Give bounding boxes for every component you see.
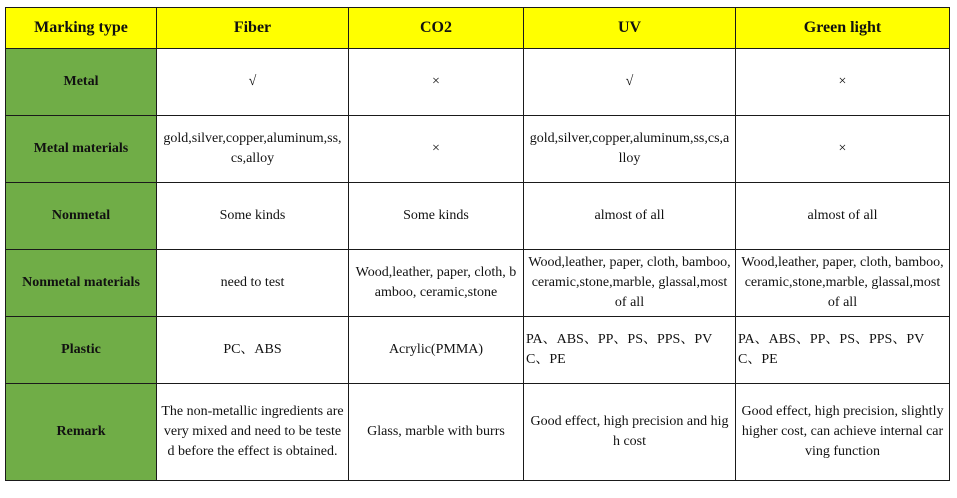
table-cell: √: [524, 49, 736, 116]
table-cell: ×: [736, 49, 950, 116]
row-label: Metal materials: [6, 116, 157, 183]
table-cell: almost of all: [736, 183, 950, 250]
table-cell: Wood,leather, paper, cloth, bamboo, ceramic,stone: [349, 250, 524, 317]
table-cell: Good effect, high precision and high cost: [524, 384, 736, 481]
table-cell: Good effect, high precision, slightly higher cost, can achieve internal carving function: [736, 384, 950, 481]
row-label: Nonmetal: [6, 183, 157, 250]
table-cell: PA、ABS、PP、PS、PPS、PVC、PE: [524, 317, 736, 384]
row-label: Metal: [6, 49, 157, 116]
row-label: Remark: [6, 384, 157, 481]
header-cell-marking-type: Marking type: [6, 8, 157, 49]
table-row-metal-materials: [6, 116, 950, 183]
table-cell: The non-metallic ingredients are very mixed and need to be tested before the effect is obtained.: [157, 384, 349, 481]
table-cell: ×: [736, 116, 950, 183]
row-label: Nonmetal materials: [6, 250, 157, 317]
table-cell: gold,silver,copper,aluminum,ss,cs,alloy: [157, 116, 349, 183]
table-cell: gold,silver,copper,aluminum,ss,cs,alloy: [524, 116, 736, 183]
header-cell-fiber: Fiber: [157, 8, 349, 49]
table-cell: Some kinds: [349, 183, 524, 250]
table-cell: ×: [349, 49, 524, 116]
table-row-nonmetal-materials: [6, 250, 950, 317]
table-cell: Acrylic(PMMA): [349, 317, 524, 384]
table-cell: Some kinds: [157, 183, 349, 250]
table-cell: ×: [349, 116, 524, 183]
comparison-table-wrapper: [5, 7, 950, 481]
laser-marking-comparison-table: [5, 7, 950, 481]
table-row-metal: [6, 49, 950, 116]
table-cell: √: [157, 49, 349, 116]
table-cell: Glass, marble with burrs: [349, 384, 524, 481]
table-row-remark: [6, 384, 950, 481]
table-cell: almost of all: [524, 183, 736, 250]
table-cell: Wood,leather, paper, cloth, bamboo,ceramic,stone,marble, glassal,most of all: [736, 250, 950, 317]
row-label: Plastic: [6, 317, 157, 384]
table-cell: PC、ABS: [157, 317, 349, 384]
table-cell: Wood,leather, paper, cloth, bamboo,ceramic,stone,marble, glassal,most of all: [524, 250, 736, 317]
header-cell-co2: CO2: [349, 8, 524, 49]
header-cell-uv: UV: [524, 8, 736, 49]
header-cell-green-light: Green light: [736, 8, 950, 49]
header-row: [6, 8, 950, 49]
table-row-plastic: [6, 317, 950, 384]
table-cell: PA、ABS、PP、PS、PPS、PVC、PE: [736, 317, 950, 384]
table-row-nonmetal: [6, 183, 950, 250]
table-cell: need to test: [157, 250, 349, 317]
